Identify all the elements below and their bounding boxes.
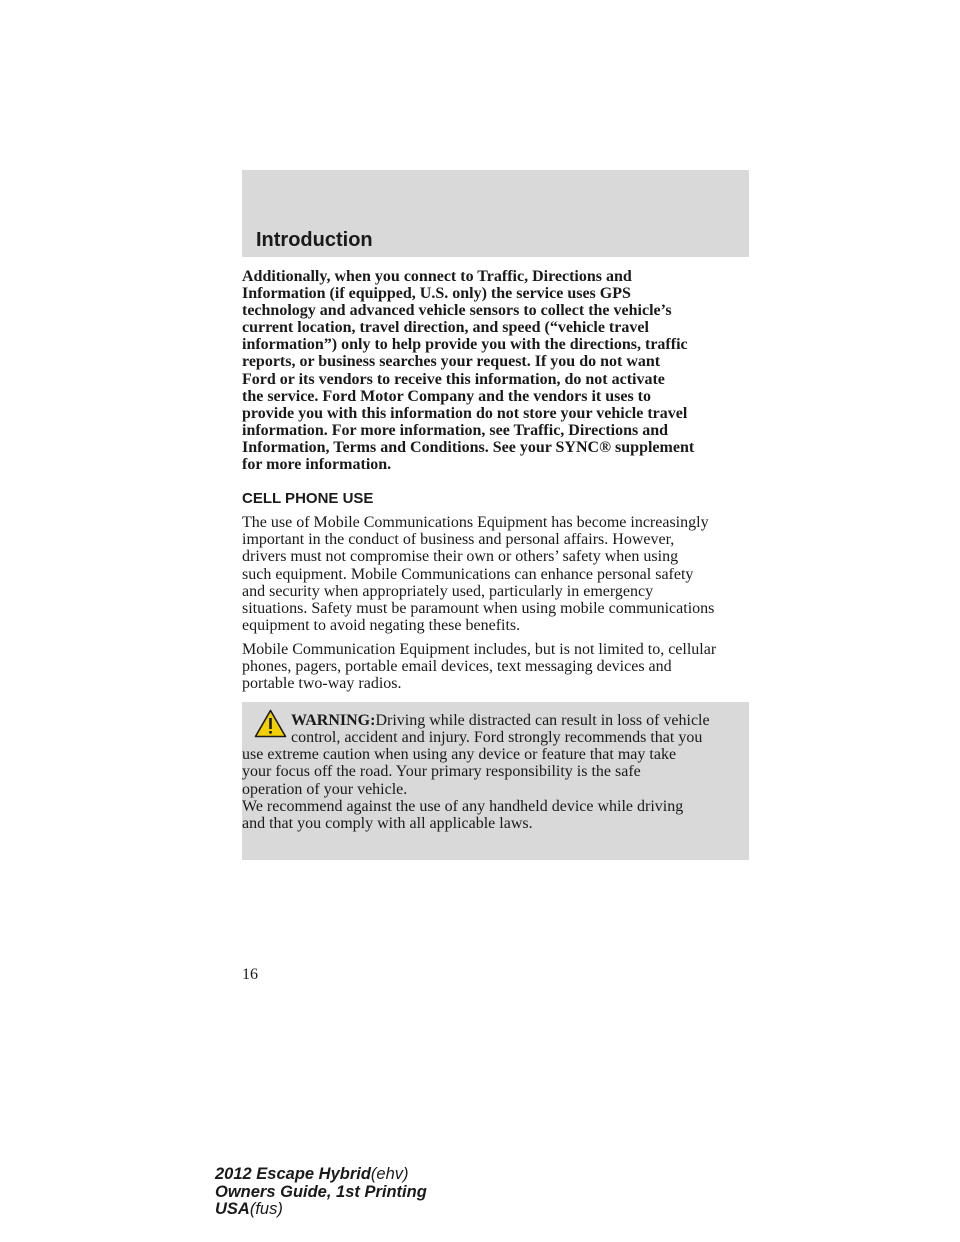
warning-text [242, 712, 737, 832]
warning-first-line [242, 712, 737, 729]
footer-model: 2012 Escape Hybrid [215, 1165, 371, 1183]
text-line: such equipment. Mobile Communications can enhance personal safety [242, 565, 694, 583]
text-line: technology and advanced vehicle sensors to collect the vehicle’s [242, 302, 672, 320]
section-heading: CELL PHONE USE [242, 490, 374, 508]
section-title: Introduction [256, 229, 373, 251]
footer-line-3 [215, 1201, 427, 1219]
footer-edition-info [215, 1166, 427, 1219]
text-line: The use of Mobile Communications Equipment has become increasingly [242, 514, 709, 532]
text-line: control, accident and injury. Ford strongly recommends that you [291, 729, 703, 747]
text-line: important in the conduct of business and personal affairs. However, [242, 531, 675, 549]
warning-box [242, 702, 749, 860]
footer-model-code: (ehv) [370, 1165, 409, 1183]
text-line: the service. Ford Motor Company and the vendors it uses to [242, 387, 652, 405]
footer-line-1 [215, 1166, 427, 1184]
text-line: Information (if equipped, U.S. only) the service uses GPS [242, 285, 631, 303]
warning-triangle-icon [254, 709, 287, 738]
page-content [242, 268, 749, 860]
text-line: operation of your vehicle. [242, 780, 408, 798]
text-line: equipment to avoid negating these benefits. [242, 616, 521, 634]
text-line: Additionally, when you connect to Traffic, Directions and [242, 268, 632, 285]
text-line: information”) only to help provide you with the directions, traffic [242, 336, 688, 354]
text-line: and security when appropriately used, particularly in emergency [242, 582, 654, 600]
text-line: Information, Terms and Conditions. See your SYNC® supplement [242, 438, 695, 456]
text-line: situations. Safety must be paramount when using mobile communications [242, 599, 715, 617]
cell-phone-paragraph-1 [242, 514, 749, 634]
text-line: phones, pagers, portable email devices, text messaging devices and [242, 657, 672, 675]
text-line: provide you with this information do not store your vehicle travel [242, 404, 688, 422]
warning-label: WARNING: [291, 712, 376, 730]
text-line: We recommend against the use of any handheld device while driving [242, 797, 684, 815]
gps-info-paragraph [242, 268, 749, 473]
text-line: Mobile Communication Equipment includes, but is not limited to, cellular [242, 640, 717, 658]
page-number: 16 [242, 966, 258, 983]
text-line: for more information. [242, 456, 392, 474]
text-line: Ford or its vendors to receive this information, do not activate [242, 370, 665, 388]
footer-line-2: Owners Guide, 1st Printing [215, 1182, 427, 1201]
text-line: current location, travel direction, and speed (“vehicle travel [242, 319, 649, 337]
cell-phone-paragraph-2 [242, 641, 749, 692]
text-line: use extreme caution when using any device or feature that may take [242, 746, 677, 764]
text-line: information. For more information, see Traffic, Directions and [242, 421, 669, 439]
footer-market: USA [215, 1200, 250, 1218]
text-line: and that you comply with all applicable laws. [242, 814, 533, 832]
text-line: Driving while distracted can result in loss of vehicle [375, 712, 710, 730]
text-line: your focus off the road. Your primary responsibility is the safe [242, 763, 641, 781]
section-header-bar [242, 170, 749, 257]
text-line: reports, or business searches your request. If you do not want [242, 353, 661, 371]
text-line: drivers must not compromise their own or others’ safety when using [242, 548, 679, 566]
footer-market-code: (fus) [249, 1200, 283, 1218]
text-line: portable two-way radios. [242, 675, 402, 693]
